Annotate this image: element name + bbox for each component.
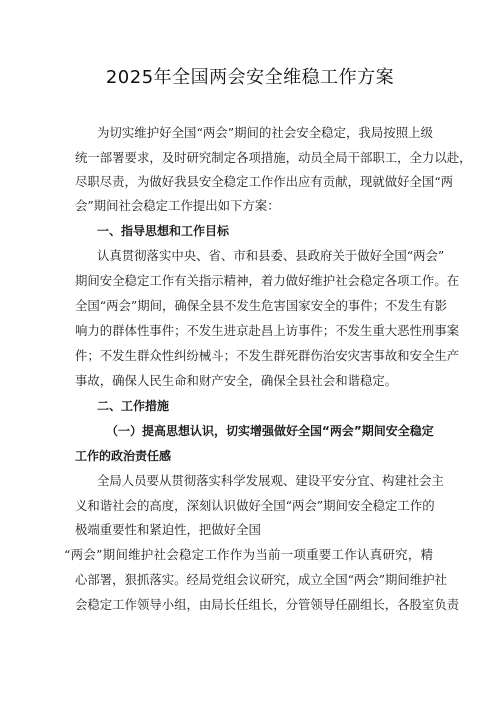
intro-line-1: 为切实维护好全国“两会”期间的社会安全稳定，我局按照上级	[97, 125, 433, 140]
section-1-line-6: 事故，确保人民生命和财产安全，确保全县社会和谐稳定。	[75, 373, 398, 388]
document-title: 2025年全国两会安全维稳工作方案	[105, 67, 395, 88]
section-1-line-3: 全国“两会”期间，确保全县不发生危害国家安全的事件；不发生有影	[75, 298, 447, 313]
intro-line-2: 统一部署要求，及时研究制定各项措施，动员全局干部职工，全力以赴，	[75, 150, 472, 165]
section-2-line-1: 全局人员要从贯彻落实科学发展观、建设平安分宜、构建社会主	[97, 473, 444, 488]
section-1-line-5: 件；不发生群众性纠纷械斗；不发生群死群伤治安灾害事故和安全生产	[75, 348, 460, 363]
section-2-line-4: “两会”期间维护社会稳定工作作为当前一项重要工作认真研究，精	[64, 547, 433, 562]
section-2-line-2: 义和谐社会的高度，深刻认识做好全国“两会”期间安全稳定工作的	[75, 498, 435, 513]
subsection-1-heading-line-1: （一）提高思想认识，切实增强做好全国“两会”期间安全稳定	[106, 424, 434, 438]
intro-line-4: 会”期间社会稳定工作提出如下方案：	[75, 198, 280, 213]
section-1-line-1: 认真贯彻落实中央、省、市和县委、县政府关于做好全国“两会”	[97, 248, 445, 263]
intro-line-3: 尽职尽责，为做好我县安全稳定工作作出应有贡献，现就做好全国“两	[75, 174, 454, 189]
section-2-line-6: 会稳定工作领导小组，由局长任组长，分管领导任副组长，各股室负责	[75, 597, 460, 612]
section-2-line-5: 心部署，狠抓落实。经局党组会议研究，成立全国“两会”期间维护社	[75, 572, 447, 587]
subsection-1-heading-line-2: 工作的政治责任感	[75, 449, 172, 463]
section-2-line-3: 极端重要性和紧迫性，把做好全国	[75, 522, 261, 537]
section-1-heading: 一、指导思想和工作目标	[97, 224, 230, 238]
section-1-line-4: 响力的群体性事件；不发生进京赴昌上访事件；不发生重大恶性刑事案	[75, 323, 460, 338]
section-2-heading: 二、工作措施	[97, 399, 170, 413]
section-1-line-2: 期间安全稳定工作有关指示精神，着力做好维护社会稳定各项工作。在	[75, 273, 460, 288]
